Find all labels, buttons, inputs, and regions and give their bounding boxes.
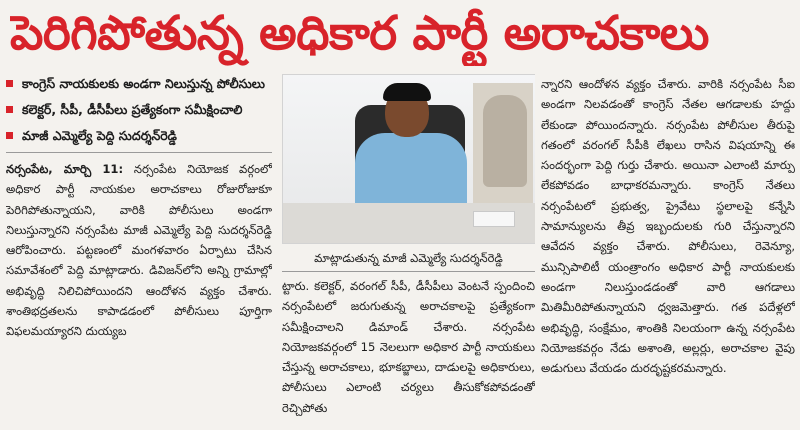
dateline: నర్సంపేట, మార్చి 11: bbox=[6, 162, 124, 176]
highlight-text: కాంగ్రెస్ నాయకులకు అండగా నిలుస్తున్న పోలీసులు bbox=[22, 76, 265, 91]
article-body-left bbox=[6, 159, 272, 342]
photo-papers bbox=[473, 211, 515, 227]
highlight-item bbox=[6, 74, 272, 94]
article-body-right: న్నారని ఆందోళన వ్యక్తం చేశారు. వారికి నర్సంపేట సీఐ అండగా నిలవడంతో కాంగ్రెస్ నేతల ఆగడాలకు హద్దు లేకుండా పోయిందన్నారు. నర్సంపేట పోలీసుల తీరుపై గతంలో వరంగల్ సీపీకి లేఖలు రాసిన విషయాన్ని ఈ సందర్భంగా పెద్ది గుర్తు చేశారు. అయినా ఎలాంటి మార్పు లేకపోవడం బాధాకరమన్నారు. కాంగ్రెస్ నేతలు నర్సంపేటలో ప్రభుత్వ, ప్రైవేటు స్థలాలపై కన్నేసి సామాన్యులను తీవ్ర ఇబ్బందులకు గురి చేస్తున్నారని ఆవేదన వ్యక్తం చేశారు. పోలీసులు, రెవెన్యూ, మున్సిపాలిటీ యంత్రాంగం అధికార పార్టీ నాయకులకు అండగా నిలుస్తుండడంతో వారి ఆగడాలు మితిమీరిపోతున్నాయని ధ్వజమెత్తారు. గత పదేళ్లలో అభివృద్ధి, సంక్షేమం, శాంతికి నిలయంగా ఉన్న నర్సంపేట నియోజకవర్గం నేడు అశాంతి, అల్లర్లు, అరాచకాల వైపు అడుగులు వేయడం దురదృష్టకరమన్నారు. bbox=[541, 77, 795, 376]
divider bbox=[6, 152, 272, 153]
photo-person-shirt bbox=[355, 133, 467, 213]
article-text: నర్సంపేట నియోజక వర్గంలో అధికార పార్టీ నాయకుల అరాచకాలు రోజురోజుకూ పెరిగిపోతున్నాయని, వారికి పోలీసులు అండగా నిలుస్తున్నారని నర్సంపేట మాజీ ఎమ్మెల్యే పెద్ది సుదర్శన్‌రెడ్డి ఆరోపించారు. పట్టణంలో మంగళవారం ఏర్పాటు చేసిన సమావేశంలో పెద్ది మాట్లాడారు. డివిజన్‌లోని అన్ని గ్రామాల్లో అభివృద్ధి నిలిచిపోయిందని ఆందోళన వ్యక్తం చేశారు. శాంతిభద్రతలను కాపాడడంలో పోలీసులు పూర్తిగా విఫలమయ్యారని దుయ్యబ bbox=[6, 162, 272, 339]
highlight-text: మాజీ ఎమ్మెల్యే పెద్ది సుదర్శన్‌రెడ్డి bbox=[22, 128, 177, 143]
photo-caption: మాట్లాడుతున్న మాజీ ఎమ్మెల్యే సుదర్శన్‌రెడ్డి bbox=[314, 251, 503, 265]
news-photo bbox=[282, 74, 535, 244]
headline: పెరిగిపోతున్న అధికార పార్టీ అరాచకాలు bbox=[10, 6, 709, 61]
highlight-text: కలెక్టర్, సీపీ, డీసీపీలు ప్రత్యేకంగా సమీక్షించాలి bbox=[22, 102, 243, 117]
middle-column bbox=[282, 74, 535, 428]
bullet-square-icon bbox=[6, 80, 13, 87]
photo-statue bbox=[483, 95, 527, 187]
bullet-square-icon bbox=[6, 106, 13, 113]
divider bbox=[282, 271, 535, 272]
article-body-middle: ట్టారు. కలెక్టర్, వరంగల్ సీపీ, డీసీపీలు వెంటనే స్పందించి నర్సంపేటలో జరుగుతున్న అరాచకాలపై ప్రత్యేకంగా సమీక్షించాలని డిమాండ్ చేశారు. నర్సంపేట నియోజకవర్గంలో 15 నెలలుగా అధికార పార్టీ నాయకులు చేస్తున్న అరాచకాలు, భూకబ్జాలు, దాడులపై అధికారులు, పోలీసులు ఎలాంటి చర్యలు తీసుకోకపోవడంతో రెచ్చిపోతు bbox=[282, 279, 535, 415]
left-column bbox=[6, 74, 272, 428]
highlight-item bbox=[6, 100, 272, 120]
photo-person-hair bbox=[383, 83, 431, 101]
bullet-square-icon bbox=[6, 132, 13, 139]
right-column bbox=[541, 74, 795, 428]
highlight-item bbox=[6, 126, 272, 146]
